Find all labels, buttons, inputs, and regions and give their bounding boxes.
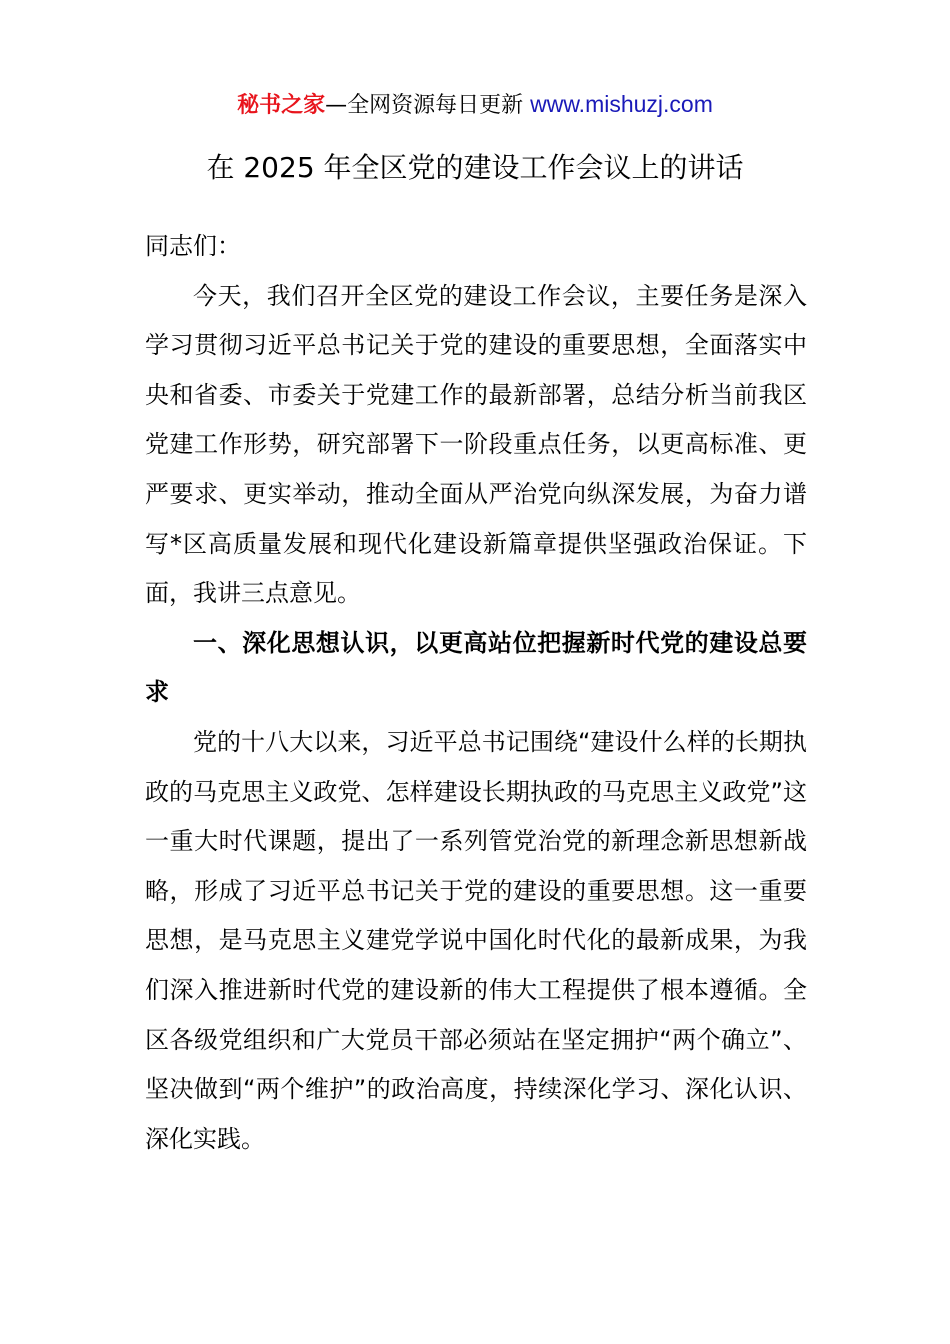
paragraph-section-1: 党的十八大以来，习近平总书记围绕“建设什么样的长期执政的马克思主义政党、怎样建设长期执政的马克思主义政党”这一重大时代课题，提出了一系列管党治党的新理念新思想新战略，形成了习近平总书记关于党的建设的重要思想。这一重要思想，是马克思主义建党学说中国化时代化的最新成果，为我们深入推进新时代党的建设新的伟大工程提供了根本遵循。全区各级党组织和广大党员干部必须站在坚定拥护“两个确立”、坚决做到“两个维护”的政治高度，持续深化学习、深化认识、深化实践。 xyxy=(145,727,807,1153)
document-title: 在 2025 年全区党的建设工作会议上的讲话 xyxy=(206,151,744,184)
section-heading-1: 一、深化思想认识，以更高站位把握新时代党的建设总要求 xyxy=(145,628,807,707)
salutation: 同志们： xyxy=(145,232,241,260)
document-body xyxy=(145,222,807,1164)
site-brand: 秘书之家 xyxy=(237,93,326,118)
site-url-link[interactable]: www.mishuzj.com xyxy=(530,91,713,117)
site-tagline: —全网资源每日更新 xyxy=(325,93,531,118)
paragraph-intro: 今天，我们召开全区党的建设工作会议，主要任务是深入学习贯彻习近平总书记关于党的建设的重要思想，全面落实中央和省委、市委关于党建工作的最新部署，总结分析当前我区党建工作形势，研究部署下一阶段重点任务，以更高标准、更严要求、更实举动，推动全面从严治党向纵深发展，为奋力谱写*区高质量发展和现代化建设新篇章提供坚强政治保证。下面，我讲三点意见。 xyxy=(145,281,807,608)
site-header xyxy=(0,86,950,124)
